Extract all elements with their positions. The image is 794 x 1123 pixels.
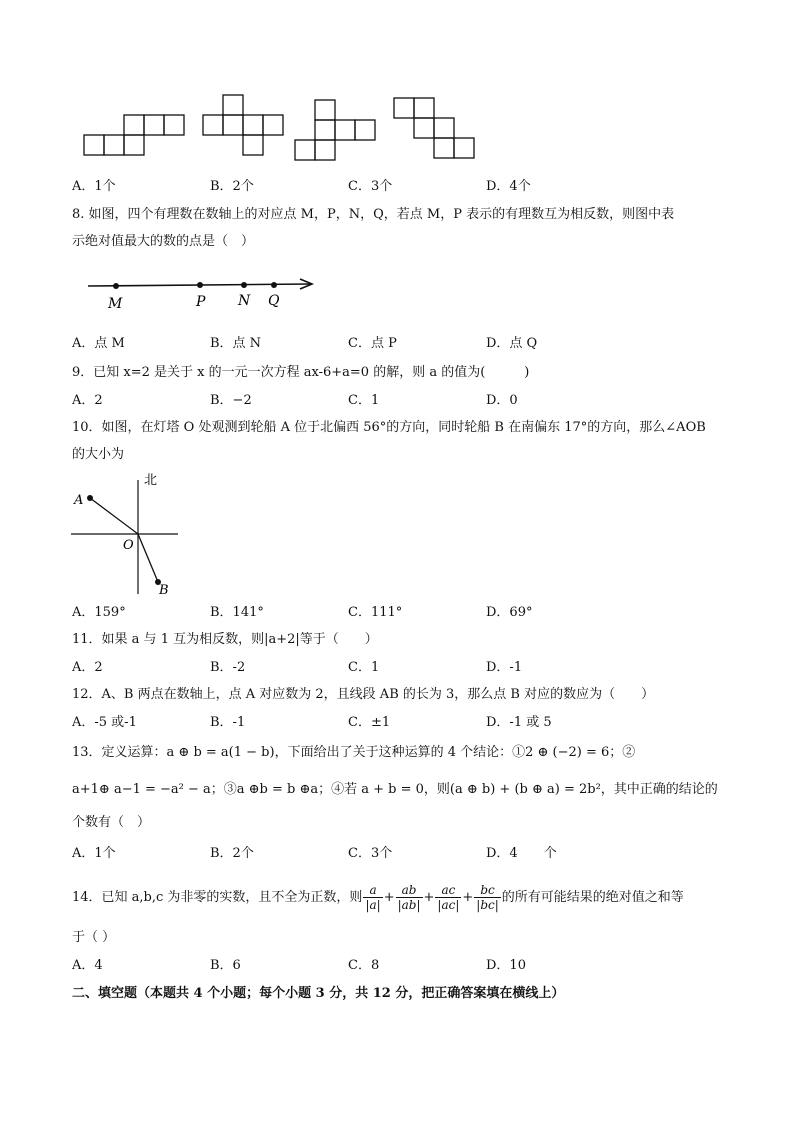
q14-suffix: 的所有可能结果的绝对值之和等 [501, 890, 684, 905]
fraction-ac: $\frac{ac}{|ac|}$ [437, 883, 460, 912]
q7-option-a[interactable]: A．1个 [72, 179, 116, 194]
cube-net-d [394, 98, 474, 158]
q11-option-c[interactable]: C．1 [348, 660, 380, 675]
cube-net-c [295, 100, 375, 160]
q12-option-d[interactable]: D．-1 或 5 [486, 715, 552, 730]
section-2-heading: 二、填空题（本题共 4 个小题；每个小题 3 分，共 12 分，把正确答案填在横线上） [72, 986, 565, 1001]
q14-option-c[interactable]: C．8 [348, 958, 380, 973]
q8-stem-line1: 8. 如图，四个有理数在数轴上的对应点 M，P，N，Q，若点 M，P 表示的有理数互为相反数，则图中表 [72, 207, 675, 222]
q12-option-b[interactable]: B．-1 [210, 715, 246, 730]
q12-option-a[interactable]: A．-5 或-1 [72, 715, 137, 730]
q10-stem-line2: 的大小为 [72, 447, 125, 462]
number-line-figure [86, 266, 318, 314]
q9-stem: 9．已知 x=2 是关于 x 的一元一次方程 ax-6+a=0 的解，则 a 的值为( ) [72, 365, 530, 380]
q12-option-c[interactable]: C．±1 [348, 715, 391, 730]
q8-option-d[interactable]: D．点 Q [486, 336, 538, 351]
north-label: 北 [144, 473, 158, 488]
point-n [241, 282, 247, 288]
point-m [113, 283, 119, 289]
q8-option-b[interactable]: B．点 N [210, 336, 262, 351]
label-a: A [74, 493, 84, 508]
q8-option-c[interactable]: C．点 P [348, 336, 397, 351]
q9-option-c[interactable]: C．1 [348, 393, 380, 408]
q10-option-b[interactable]: B．141° [210, 605, 264, 620]
q11-option-d[interactable]: D．-1 [486, 660, 523, 675]
label-q: Q [268, 293, 280, 309]
bearing-figure [68, 470, 188, 600]
cube-nets-figure [80, 92, 480, 162]
q13-stem-line2: a+1⊕ a−1 = −a² − a；③a ⊕b = b ⊕a；④若 a + b = 0，则(a ⊕ b) + (b ⊕ a) = 2b²，其中正确的结论的 [72, 782, 718, 797]
q14-stem-line2: 于（ ） [72, 930, 116, 945]
q10-option-c[interactable]: C．111° [348, 605, 403, 620]
label-p: P [196, 294, 206, 310]
q9-option-a[interactable]: A．2 [72, 393, 103, 408]
q7-option-c[interactable]: C．3个 [348, 179, 393, 194]
q8-stem-line2: 示绝对值最大的数的点是（ ） [72, 234, 255, 249]
fraction-ab: $\frac{ab}{|ab|}$ [397, 883, 421, 912]
point-p [197, 282, 203, 288]
q13-option-c[interactable]: C．3个 [348, 846, 393, 861]
q13-stem-line1: 13．定义运算：a ⊕ b = a(1 − b)，下面给出了关于这种运算的 4 个结论：①2 ⊕ (−2) = 6；② [72, 745, 636, 760]
q10-option-a[interactable]: A．159° [72, 605, 126, 620]
q13-option-a[interactable]: A．1个 [72, 846, 116, 861]
q13-option-d[interactable]: D．4 个 [486, 846, 557, 861]
fraction-bc: $\frac{bc}{|bc|}$ [476, 883, 499, 912]
fraction-a: $\frac{a}{|a|}$ [365, 883, 381, 912]
q12-stem: 12．A、B 两点在数轴上，点 A 对应数为 2，且线段 AB 的长为 3，那么点 B 对应的数应为（ ） [72, 687, 655, 702]
q13-stem-line3: 个数有（ ） [72, 815, 151, 830]
q14-prefix: 14．已知 a,b,c 为非零的实数，且不全为正数，则 [72, 890, 363, 905]
q13-option-b[interactable]: B．2个 [210, 846, 254, 861]
point-a [87, 495, 93, 501]
q9-option-b[interactable]: B．−2 [210, 393, 252, 408]
point-q [271, 282, 277, 288]
label-b: B [159, 583, 169, 598]
q7-option-b[interactable]: B．2个 [210, 179, 254, 194]
q11-option-a[interactable]: A．2 [72, 660, 103, 675]
q11-stem: 11．如果 a 与 1 互为相反数，则|a+2|等于（ ） [72, 632, 378, 647]
q14-option-b[interactable]: B．6 [210, 958, 241, 973]
q10-option-d[interactable]: D．69° [486, 605, 533, 620]
q7-option-d[interactable]: D．4个 [486, 179, 531, 194]
q8-option-a[interactable]: A．点 M [72, 336, 125, 351]
cube-net-a [84, 115, 184, 155]
q11-option-b[interactable]: B．-2 [210, 660, 246, 675]
cube-net-b [203, 95, 283, 155]
q10-stem-line1: 10．如图，在灯塔 O 处观测到轮船 A 位于北偏西 56°的方向，同时轮船 B 在南偏东 17°的方向，那么∠AOB [72, 420, 706, 435]
q14-option-d[interactable]: D．10 [486, 958, 526, 973]
q14-option-a[interactable]: A．4 [72, 958, 103, 973]
label-m: M [108, 296, 123, 312]
q9-option-d[interactable]: D．0 [486, 393, 518, 408]
label-n: N [238, 293, 251, 309]
q14-stem-line1: 14．已知 a,b,c 为非零的实数，且不全为正数，则 $\frac{a}{|a|}$ + $\frac{ab}{|ab|}$ + $\frac{ac}{|ac|}$ + $\frac{bc}{|bc|}$ 的所有可能结果的绝对值之和等 [72, 883, 684, 912]
label-o: O [123, 538, 134, 553]
